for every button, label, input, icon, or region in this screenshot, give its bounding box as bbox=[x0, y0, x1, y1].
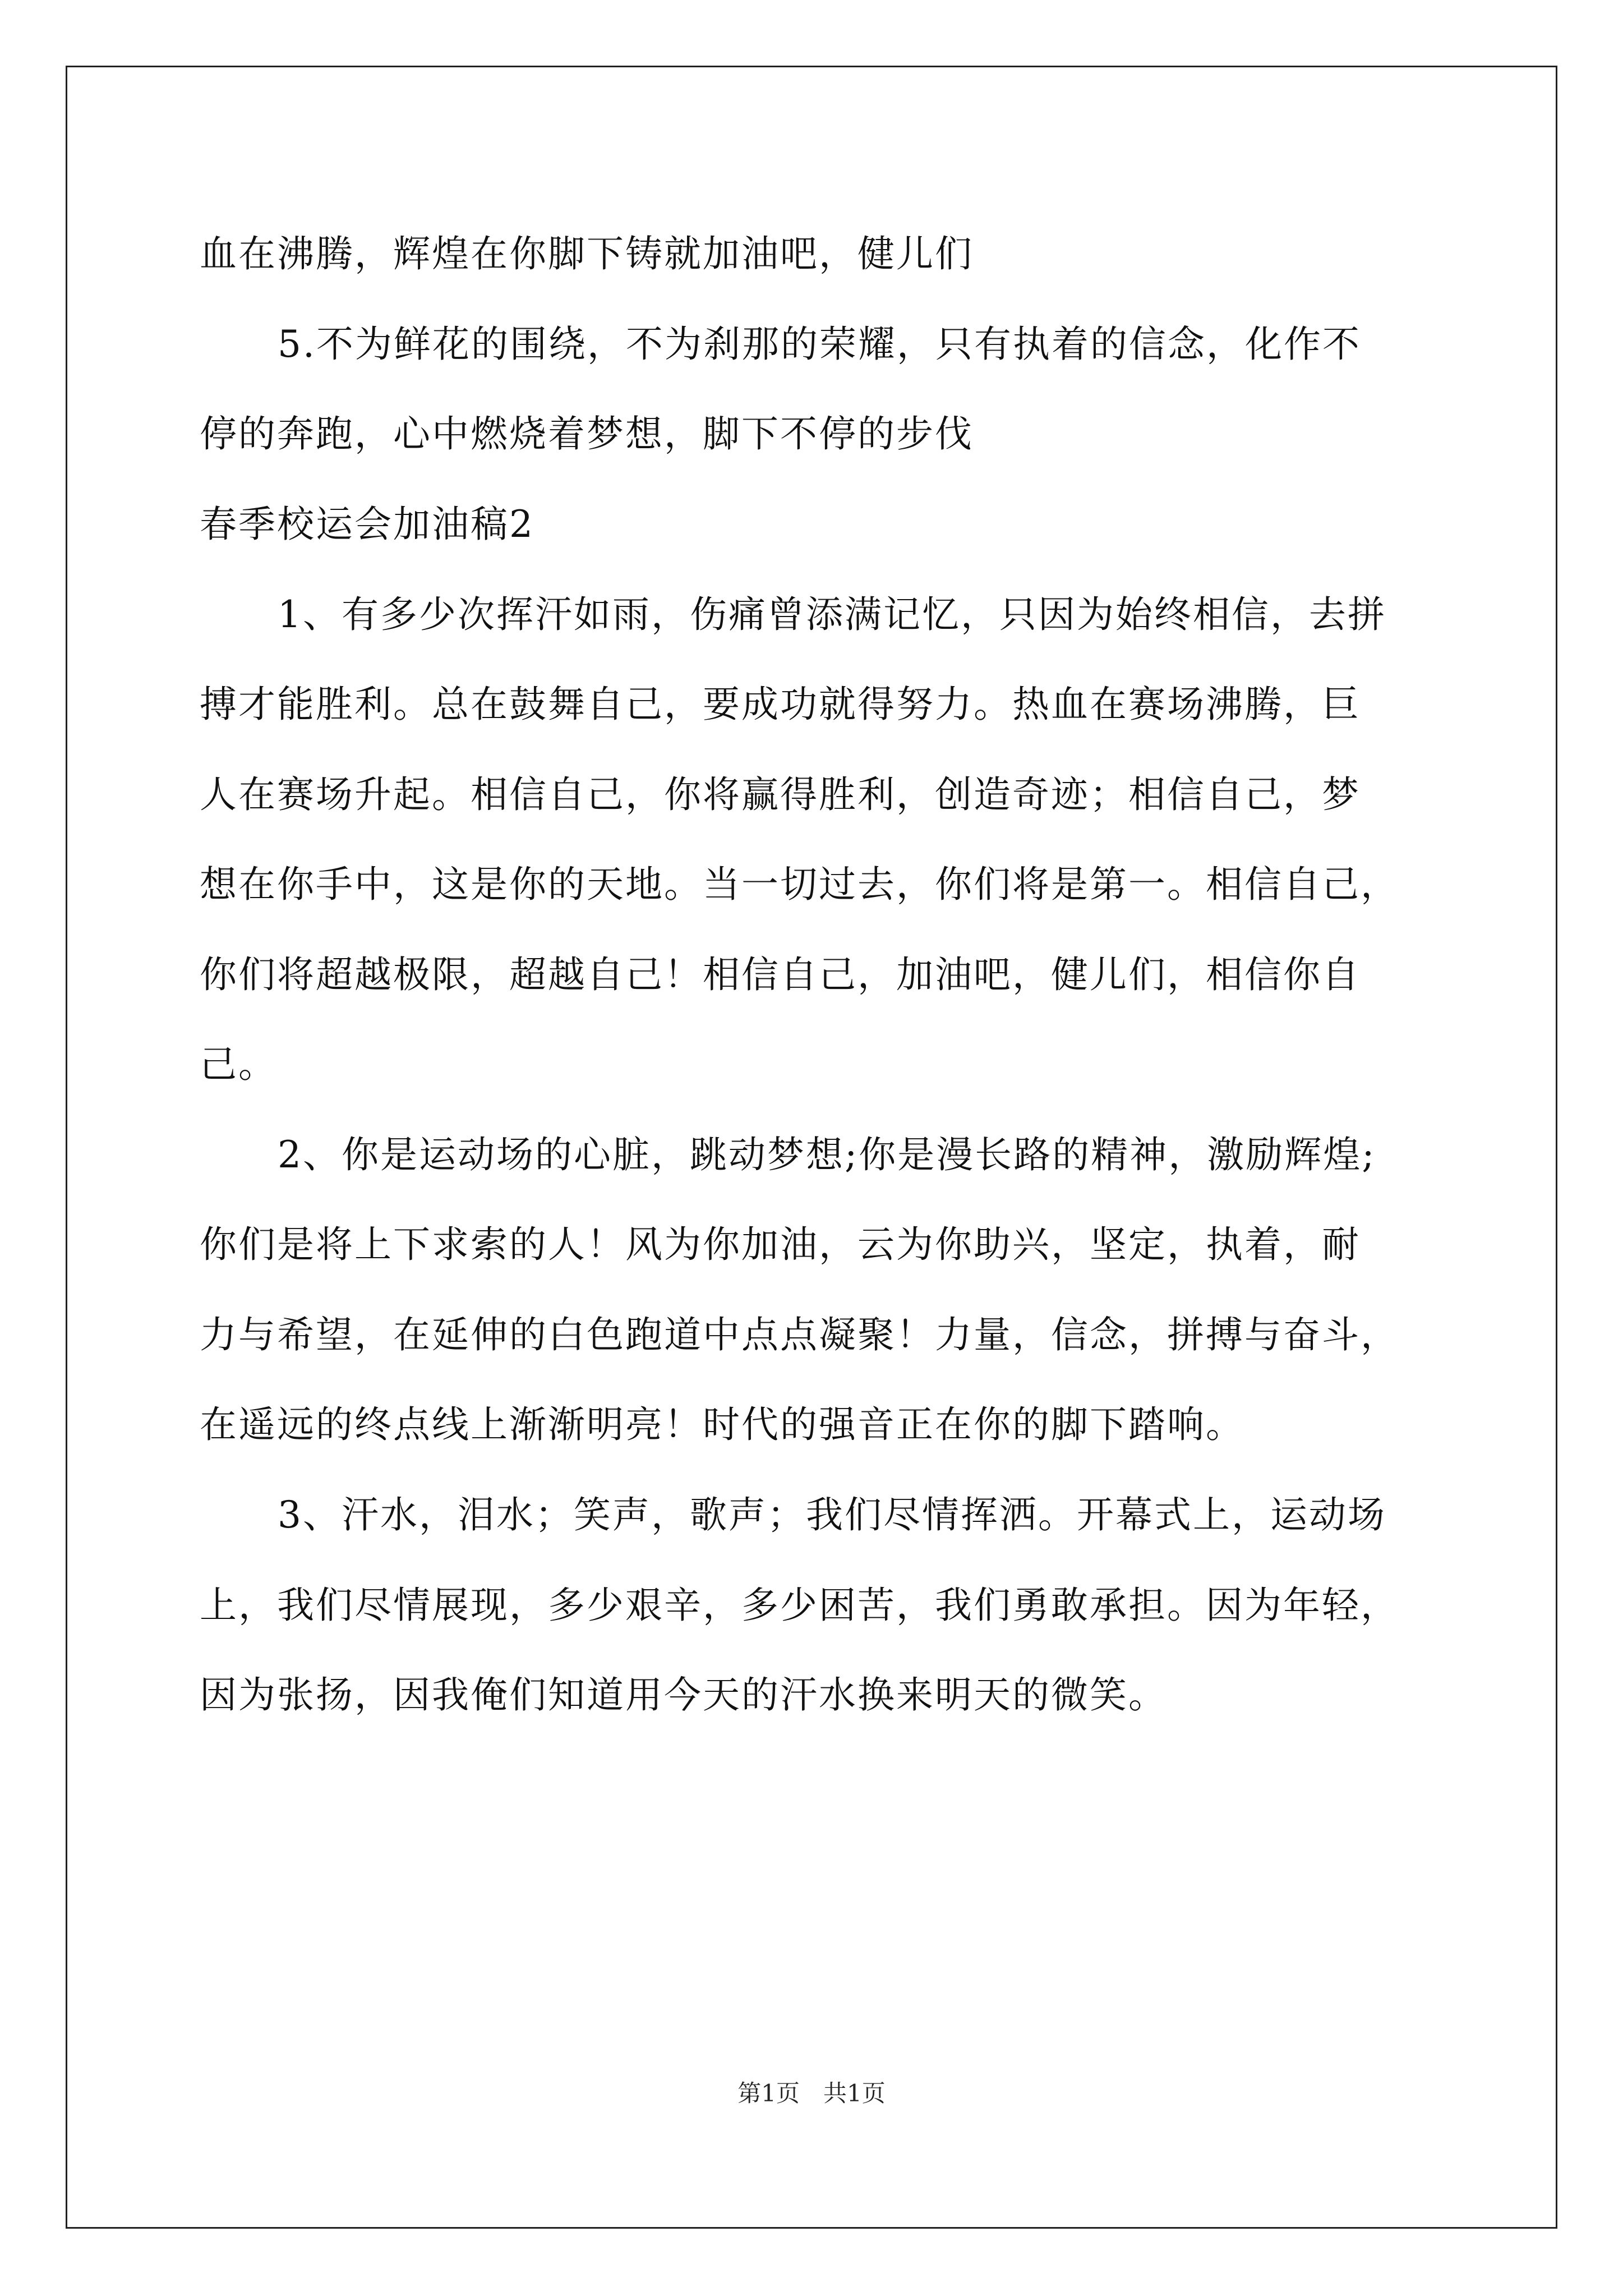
text-line: 在遥远的终点线上渐渐明亮！时代的强音正在你的脚下踏响。 bbox=[200, 1403, 1244, 1446]
text-line: 5.不为鲜花的围绕，不为刹那的荣耀，只有执着的信念，化作不 bbox=[278, 323, 1361, 366]
text-line: 己。 bbox=[200, 1043, 277, 1086]
text-line: 2、你是运动场的心脏，跳动梦想;你是漫长路的精神，激励辉煌; bbox=[278, 1133, 1376, 1176]
text-line: 人在赛场升起。相信自己，你将赢得胜利，创造奇迹；相信自己，梦 bbox=[200, 773, 1361, 816]
page-number: 第1页 共1页 bbox=[737, 2079, 886, 2107]
text-line: 想在你手中，这是你的天地。当一切过去，你们将是第一。相信自己， bbox=[200, 863, 1399, 906]
text-line: 搏才能胜利。总在鼓舞自己，要成功就得努力。热血在赛场沸腾，巨 bbox=[200, 683, 1361, 726]
text-line: 上，我们尽情展现，多少艰辛，多少困苦，我们勇敢承担。因为年轻， bbox=[200, 1584, 1399, 1627]
text-line: 3、汗水，泪水；笑声，歌声；我们尽情挥洒。开幕式上，运动场 bbox=[278, 1493, 1386, 1536]
text-line: 你们是将上下求索的人！风为你加油，云为你助兴，坚定，执着，耐 bbox=[200, 1223, 1361, 1266]
section-heading: 春季校运会加油稿2 bbox=[200, 503, 534, 546]
text-line: 停的奔跑，心中燃烧着梦想，脚下不停的步伐 bbox=[200, 412, 974, 455]
text-line: 你们将超越极限，超越自己！相信自己，加油吧，健儿们，相信你自 bbox=[200, 953, 1361, 996]
text-line: 力与希望，在延伸的白色跑道中点点凝聚！力量，信念，拼搏与奋斗， bbox=[200, 1313, 1399, 1356]
text-line: 血在沸腾，辉煌在你脚下铸就加油吧，健儿们 bbox=[200, 232, 974, 275]
text-line: 1、有多少次挥汗如雨，伤痛曾添满记忆，只因为始终相信，去拼 bbox=[278, 593, 1386, 636]
text-line: 因为张扬，因我俺们知道用今天的汗水换来明天的微笑。 bbox=[200, 1673, 1167, 1717]
